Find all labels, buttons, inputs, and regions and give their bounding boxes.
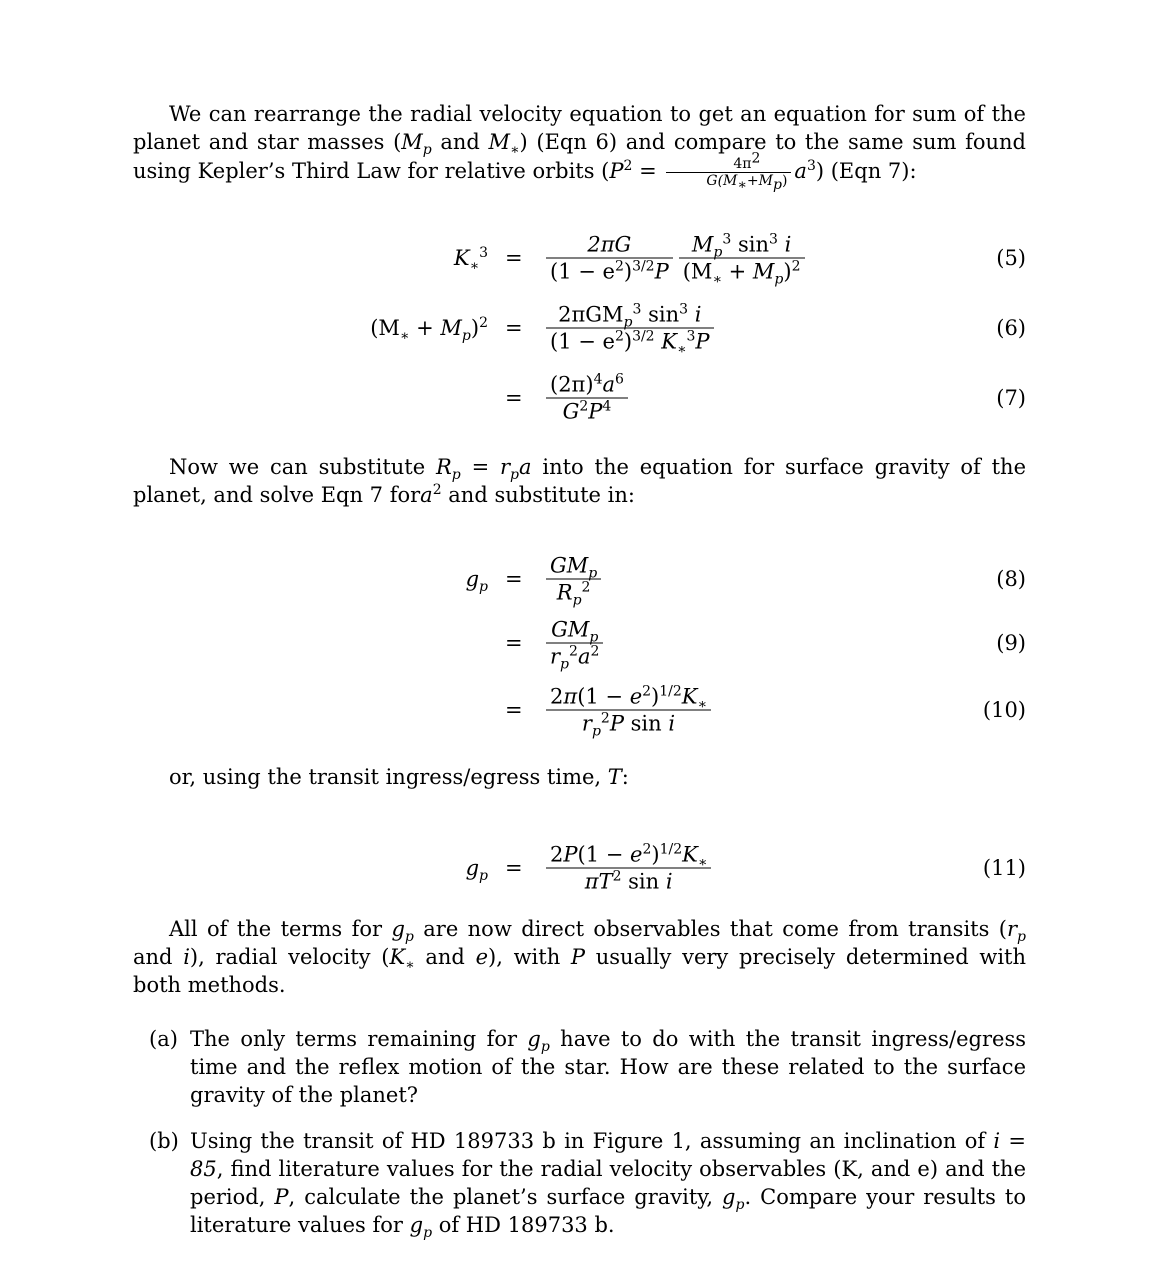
equation-5: $K_∗^3$ = $\frac{2\pi G}{(1 - e^2)^{3/2}P}$ $\frac{M_p^3 \sin^3 i}{(M_∗ + M_p)^2}$ (5) bbox=[453, 231, 1026, 288]
ingress-paragraph: or, using the transit ingress/egress time, T: bbox=[169, 765, 629, 789]
equation-8: $g_p$ = $\frac{GM_p}{R_p^2}$ (8) bbox=[465, 553, 1026, 609]
question-list bbox=[133, 1025, 1027, 1242]
document-page bbox=[133, 100, 1026, 1257]
equation-7: = $\frac{(2\pi)^4a^6}{G^2P^4}$ (7) bbox=[505, 371, 1026, 424]
equation-6: $(M_∗ + M_p)^2$ = $\frac{2\pi GM_p^3 \sin^3 i}{(1 - e^2)^{3/2} K_∗^3P}$ (6) bbox=[370, 301, 1026, 358]
question-b: (b) Using the transit of HD 189733 b in Figure 1, assuming an inclination of i = 85, find literature values for the radial velocity observables (K, and e) and the period, P, calculate the planet’s surface gravity, $g_p$. Compare your results to literature values for $g_p$ of HD 189733 b. bbox=[149, 1129, 1027, 1242]
equation-9: = $\frac{GM_p}{r_p^2a^2}$ (9) bbox=[505, 617, 1026, 673]
kepler-fraction: $\frac{4\pi^2}{G(M_∗+M_p)}$ bbox=[666, 156, 791, 189]
equation-11: $g_p$ = $\frac{2P(1 - e^2)^{1/2}K_∗}{\pi T^2 \sin i}$ (11) bbox=[465, 841, 1026, 894]
intro-paragraph: We can rearrange the radial velocity equation to get an equation for sum of the planet and star masses ($M_p$ and $M_∗$) (Eqn 6) and compare to the same sum found using Kepler’s Third Law for relative orbits ($P^2$ = $\frac{4\pi^2}{G(M_∗+M_p)}$ $a^3$) (Eqn 7): bbox=[133, 102, 1026, 193]
question-a: (a) The only terms remaining for $g_p$ have to do with the transit ingress/egress time and the reflex motion of the star. How are these related to the surface gravity of the planet? bbox=[149, 1027, 1027, 1107]
substitution-paragraph: Now we can substitute $R_p = r_pa$ into the equation for surface gravity of the planet, and solve Eqn 7 fora$^2$ and substitute in: bbox=[133, 455, 1026, 507]
equation-10: = $\frac{2\pi(1 - e^2)^{1/2}K_∗}{r_p^2P \sin i}$ (10) bbox=[505, 683, 1026, 740]
observables-paragraph: All of the terms for $g_p$ are now direct observables that come from transits ($r_p$ and i), radial velocity ($K_∗$ and e), with P usually very precisely determined with both methods. bbox=[133, 917, 1027, 997]
